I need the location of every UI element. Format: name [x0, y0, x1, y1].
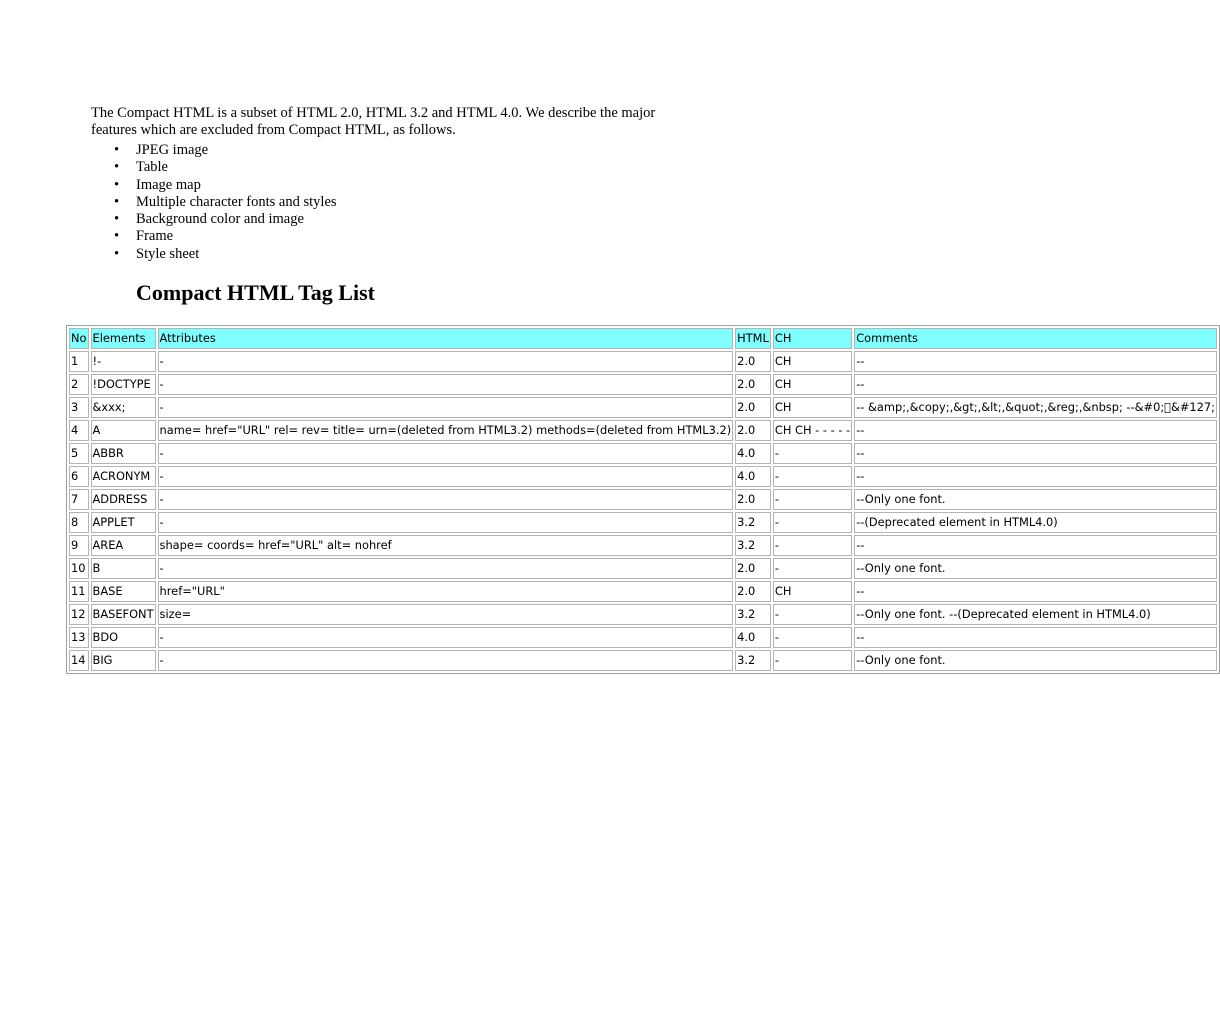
- cell-no: 14: [69, 650, 89, 671]
- cell-attributes: -: [158, 443, 734, 464]
- cell-element: BIG: [91, 650, 156, 671]
- table-row: [69, 650, 1217, 671]
- header-no: No: [69, 328, 89, 349]
- table-row: [69, 374, 1217, 395]
- cell-no: 7: [69, 489, 89, 510]
- cell-element: ABBR: [91, 443, 156, 464]
- cell-ch: CH CH - - - - -: [773, 420, 852, 441]
- table-row: [69, 581, 1217, 602]
- cell-comments: --Only one font.: [854, 558, 1217, 579]
- cell-ch: -: [773, 466, 852, 487]
- bullet-icon: •: [114, 193, 120, 210]
- cell-comments: --Only one font. --(Deprecated element in HTML4.0): [854, 604, 1217, 625]
- cell-html: 3.2: [735, 604, 771, 625]
- feature-label: Image map: [136, 176, 201, 193]
- cell-attributes: -: [158, 466, 734, 487]
- cell-attributes: -: [158, 558, 734, 579]
- bullet-icon: •: [114, 211, 120, 228]
- header-html: HTML: [735, 328, 771, 349]
- cell-html: 3.2: [735, 535, 771, 556]
- cell-html: 4.0: [735, 627, 771, 648]
- cell-no: 1: [69, 351, 89, 372]
- header-elements: Elements: [91, 328, 156, 349]
- cell-attributes: -: [158, 374, 734, 395]
- page-heading: Compact HTML Tag List: [136, 280, 375, 305]
- cell-no: 13: [69, 627, 89, 648]
- table-row: [69, 558, 1217, 579]
- cell-no: 9: [69, 535, 89, 556]
- cell-comments: --: [854, 581, 1217, 602]
- cell-ch: -: [773, 558, 852, 579]
- cell-html: 2.0: [735, 558, 771, 579]
- cell-ch: -: [773, 443, 852, 464]
- cell-no: 11: [69, 581, 89, 602]
- bullet-icon: •: [114, 176, 120, 193]
- cell-element: ACRONYM: [91, 466, 156, 487]
- feature-item: [114, 142, 337, 159]
- cell-no: 5: [69, 443, 89, 464]
- feature-label: Style sheet: [136, 245, 200, 262]
- cell-attributes: size=: [158, 604, 734, 625]
- cell-attributes: -: [158, 627, 734, 648]
- cell-no: 2: [69, 374, 89, 395]
- bullet-icon: •: [114, 245, 120, 262]
- cell-no: 3: [69, 397, 89, 418]
- cell-no: 8: [69, 512, 89, 533]
- cell-attributes: href="URL": [158, 581, 734, 602]
- cell-html: 2.0: [735, 374, 771, 395]
- cell-ch: -: [773, 650, 852, 671]
- cell-comments: --: [854, 535, 1217, 556]
- table-row: [69, 535, 1217, 556]
- cell-comments: --: [854, 627, 1217, 648]
- header-comments: Comments: [854, 328, 1217, 349]
- feature-item: [114, 159, 337, 176]
- cell-ch: -: [773, 604, 852, 625]
- cell-comments: --: [854, 443, 1217, 464]
- header-ch: CH: [773, 328, 852, 349]
- cell-element: AREA: [91, 535, 156, 556]
- feature-item: [114, 228, 337, 245]
- tag-list-table: [66, 325, 1220, 674]
- feature-label: JPEG image: [136, 142, 209, 158]
- cell-comments: --: [854, 420, 1217, 441]
- cell-comments: -- &amp;,&copy;,&gt;,&lt;,&quot;,&reg;,&nbsp; --&#0;􏿿&#127;: [854, 397, 1217, 418]
- cell-html: 2.0: [735, 581, 771, 602]
- feature-label: Table: [136, 159, 168, 176]
- cell-html: 2.0: [735, 397, 771, 418]
- feature-item: [114, 176, 337, 194]
- cell-ch: CH: [773, 397, 852, 418]
- cell-comments: --: [854, 374, 1217, 395]
- cell-html: 2.0: [735, 420, 771, 441]
- cell-ch: CH: [773, 374, 852, 395]
- cell-element: ADDRESS: [91, 489, 156, 510]
- cell-element: A: [91, 420, 156, 441]
- cell-element: B: [91, 558, 156, 579]
- cell-attributes: -: [158, 397, 734, 418]
- cell-no: 4: [69, 420, 89, 441]
- table-row: [69, 489, 1217, 510]
- cell-element: !DOCTYPE: [91, 374, 156, 395]
- feature-item: [114, 245, 337, 263]
- cell-attributes: -: [158, 351, 734, 372]
- cell-html: 3.2: [735, 512, 771, 533]
- cell-no: 10: [69, 558, 89, 579]
- cell-ch: -: [773, 512, 852, 533]
- bullet-icon: •: [114, 159, 120, 176]
- feature-label: Background color and image: [136, 211, 304, 228]
- table-row: [69, 397, 1217, 418]
- cell-comments: --: [854, 351, 1217, 372]
- intro-paragraph: The Compact HTML is a subset of HTML 2.0, HTML 3.2 and HTML 4.0. We describe the major features which are excluded from Compact HTML, as follows.: [91, 104, 656, 138]
- cell-ch: CH: [773, 581, 852, 602]
- table-row: [69, 443, 1217, 464]
- cell-html: 2.0: [735, 351, 771, 372]
- cell-element: BASEFONT: [91, 604, 156, 625]
- cell-element: BDO: [91, 627, 156, 648]
- cell-attributes: -: [158, 650, 734, 671]
- cell-ch: -: [773, 535, 852, 556]
- cell-attributes: shape= coords= href="URL" alt= nohref: [158, 535, 734, 556]
- cell-no: 6: [69, 466, 89, 487]
- cell-html: 3.2: [735, 650, 771, 671]
- cell-ch: -: [773, 489, 852, 510]
- feature-label: Frame: [136, 228, 174, 245]
- feature-item: [114, 193, 337, 211]
- header-attributes: Attributes: [158, 328, 734, 349]
- table-row: [69, 512, 1217, 533]
- table-row: [69, 466, 1217, 487]
- cell-comments: --Only one font.: [854, 650, 1217, 671]
- cell-attributes: -: [158, 512, 734, 533]
- cell-element: &xxx;: [91, 397, 156, 418]
- cell-element: APPLET: [91, 512, 156, 533]
- cell-ch: CH: [773, 351, 852, 372]
- cell-comments: --(Deprecated element in HTML4.0): [854, 512, 1217, 533]
- feature-label: Multiple character fonts and styles: [136, 193, 337, 210]
- bullet-icon: •: [114, 228, 120, 245]
- cell-comments: --Only one font.: [854, 489, 1217, 510]
- cell-element: BASE: [91, 581, 156, 602]
- cell-no: 12: [69, 604, 89, 625]
- cell-attributes: name= href="URL" rel= rev= title= urn=(deleted from HTML3.2) methods=(deleted from HTML3.2): [158, 420, 734, 441]
- cell-comments: --: [854, 466, 1217, 487]
- cell-html: 4.0: [735, 466, 771, 487]
- table-row: [69, 351, 1217, 372]
- table-header-row: [69, 328, 1217, 349]
- table-row: [69, 604, 1217, 625]
- cell-ch: -: [773, 627, 852, 648]
- cell-html: 2.0: [735, 489, 771, 510]
- feature-item: [114, 211, 337, 228]
- bullet-icon: •: [114, 142, 120, 158]
- table-row: [69, 627, 1217, 648]
- excluded-features-list: [114, 142, 337, 263]
- cell-html: 4.0: [735, 443, 771, 464]
- cell-attributes: -: [158, 489, 734, 510]
- cell-element: !-: [91, 351, 156, 372]
- table-row: [69, 420, 1217, 441]
